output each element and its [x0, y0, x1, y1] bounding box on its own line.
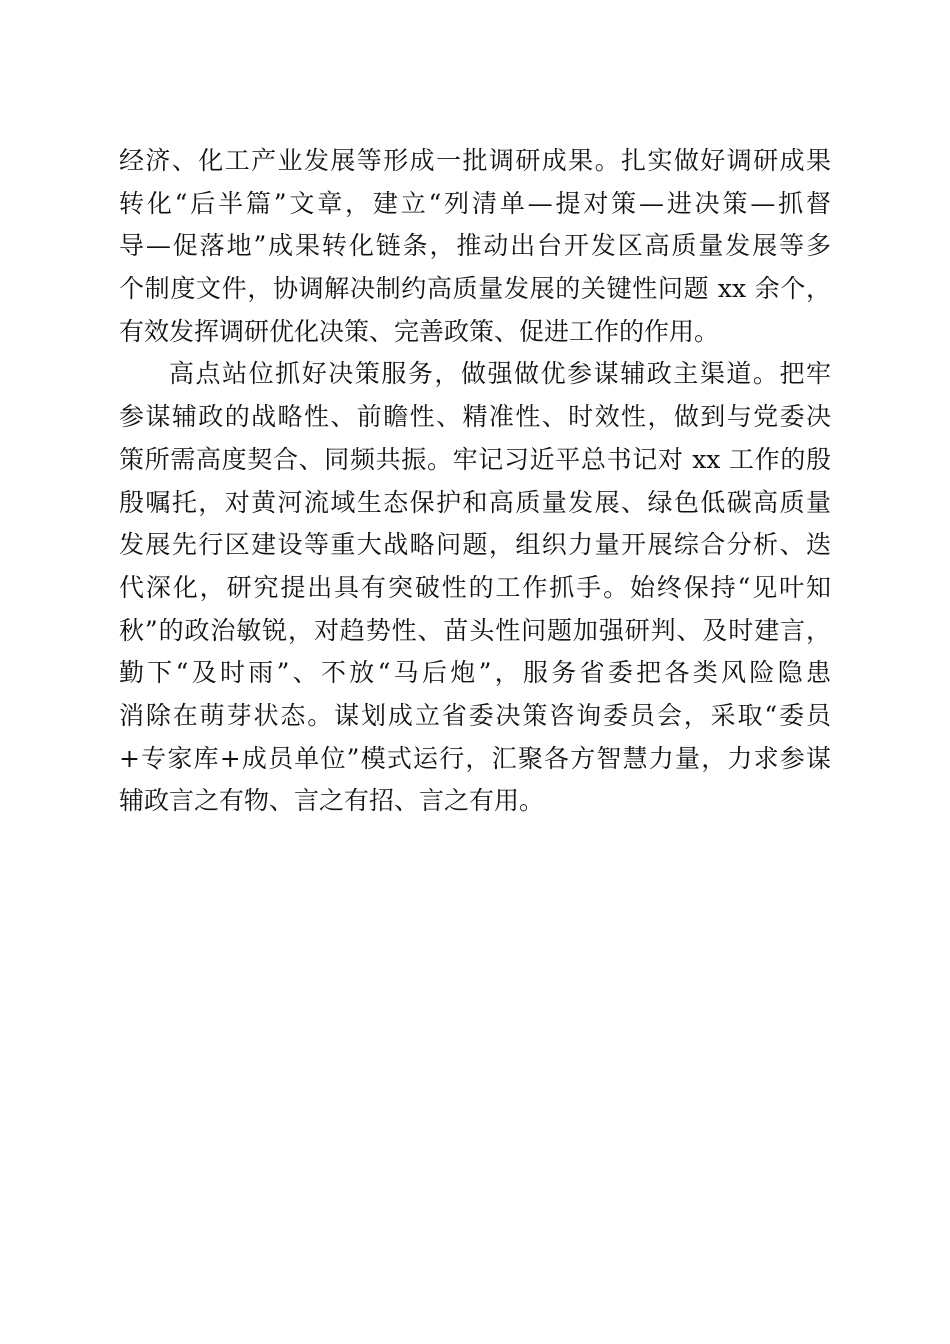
paragraph-research-outcomes: [119, 140, 831, 353]
text-line: 辅政言之有物、言之有招、言之有用。: [119, 786, 545, 816]
text-line: 转化“后半篇”文章，建立“列清单—提对策—进决策—抓督: [119, 188, 831, 218]
text-line: 发展先行区建设等重大战略问题，组织力量开展综合分析、迭: [119, 530, 831, 560]
text-line: 高点站位抓好决策服务，做强做优参谋辅政主渠道。把牢: [169, 359, 831, 389]
text-line: 殷嘱托，对黄河流域生态保护和高质量发展、绿色低碳高质量: [119, 487, 831, 517]
document-body: [119, 140, 831, 823]
text-line: 有效发挥调研优化决策、完善政策、促进工作的作用。: [119, 316, 720, 346]
text-line: 策所需高度契合、同频共振。牢记习近平总书记对 xx 工作的殷: [119, 444, 831, 474]
text-line: 消除在萌芽状态。谋划成立省委决策咨询委员会，采取“委员: [119, 700, 831, 730]
text-line: 经济、化工产业发展等形成一批调研成果。扎实做好调研成果: [119, 146, 831, 175]
text-line: 秋”的政治敏锐，对趋势性、苗头性问题加强研判、及时建言，: [119, 615, 831, 645]
text-line: 个制度文件，协调解决制约高质量发展的关键性问题 xx 余个，: [119, 274, 831, 304]
text-line: 参谋辅政的战略性、前瞻性、精准性、时效性，做到与党委决: [119, 402, 831, 432]
paragraph-decision-services: [119, 353, 831, 823]
text-line: 代深化，研究提出具有突破性的工作抓手。始终保持“见叶知: [119, 572, 831, 602]
text-line: 勤下“及时雨”、不放“马后炮”，服务省委把各类风险隐患: [119, 658, 831, 688]
text-line: 导—促落地”成果转化链条，推动出台开发区高质量发展等多: [119, 231, 831, 261]
text-line: +专家库+成员单位”模式运行，汇聚各方智慧力量，力求参谋: [119, 743, 831, 773]
